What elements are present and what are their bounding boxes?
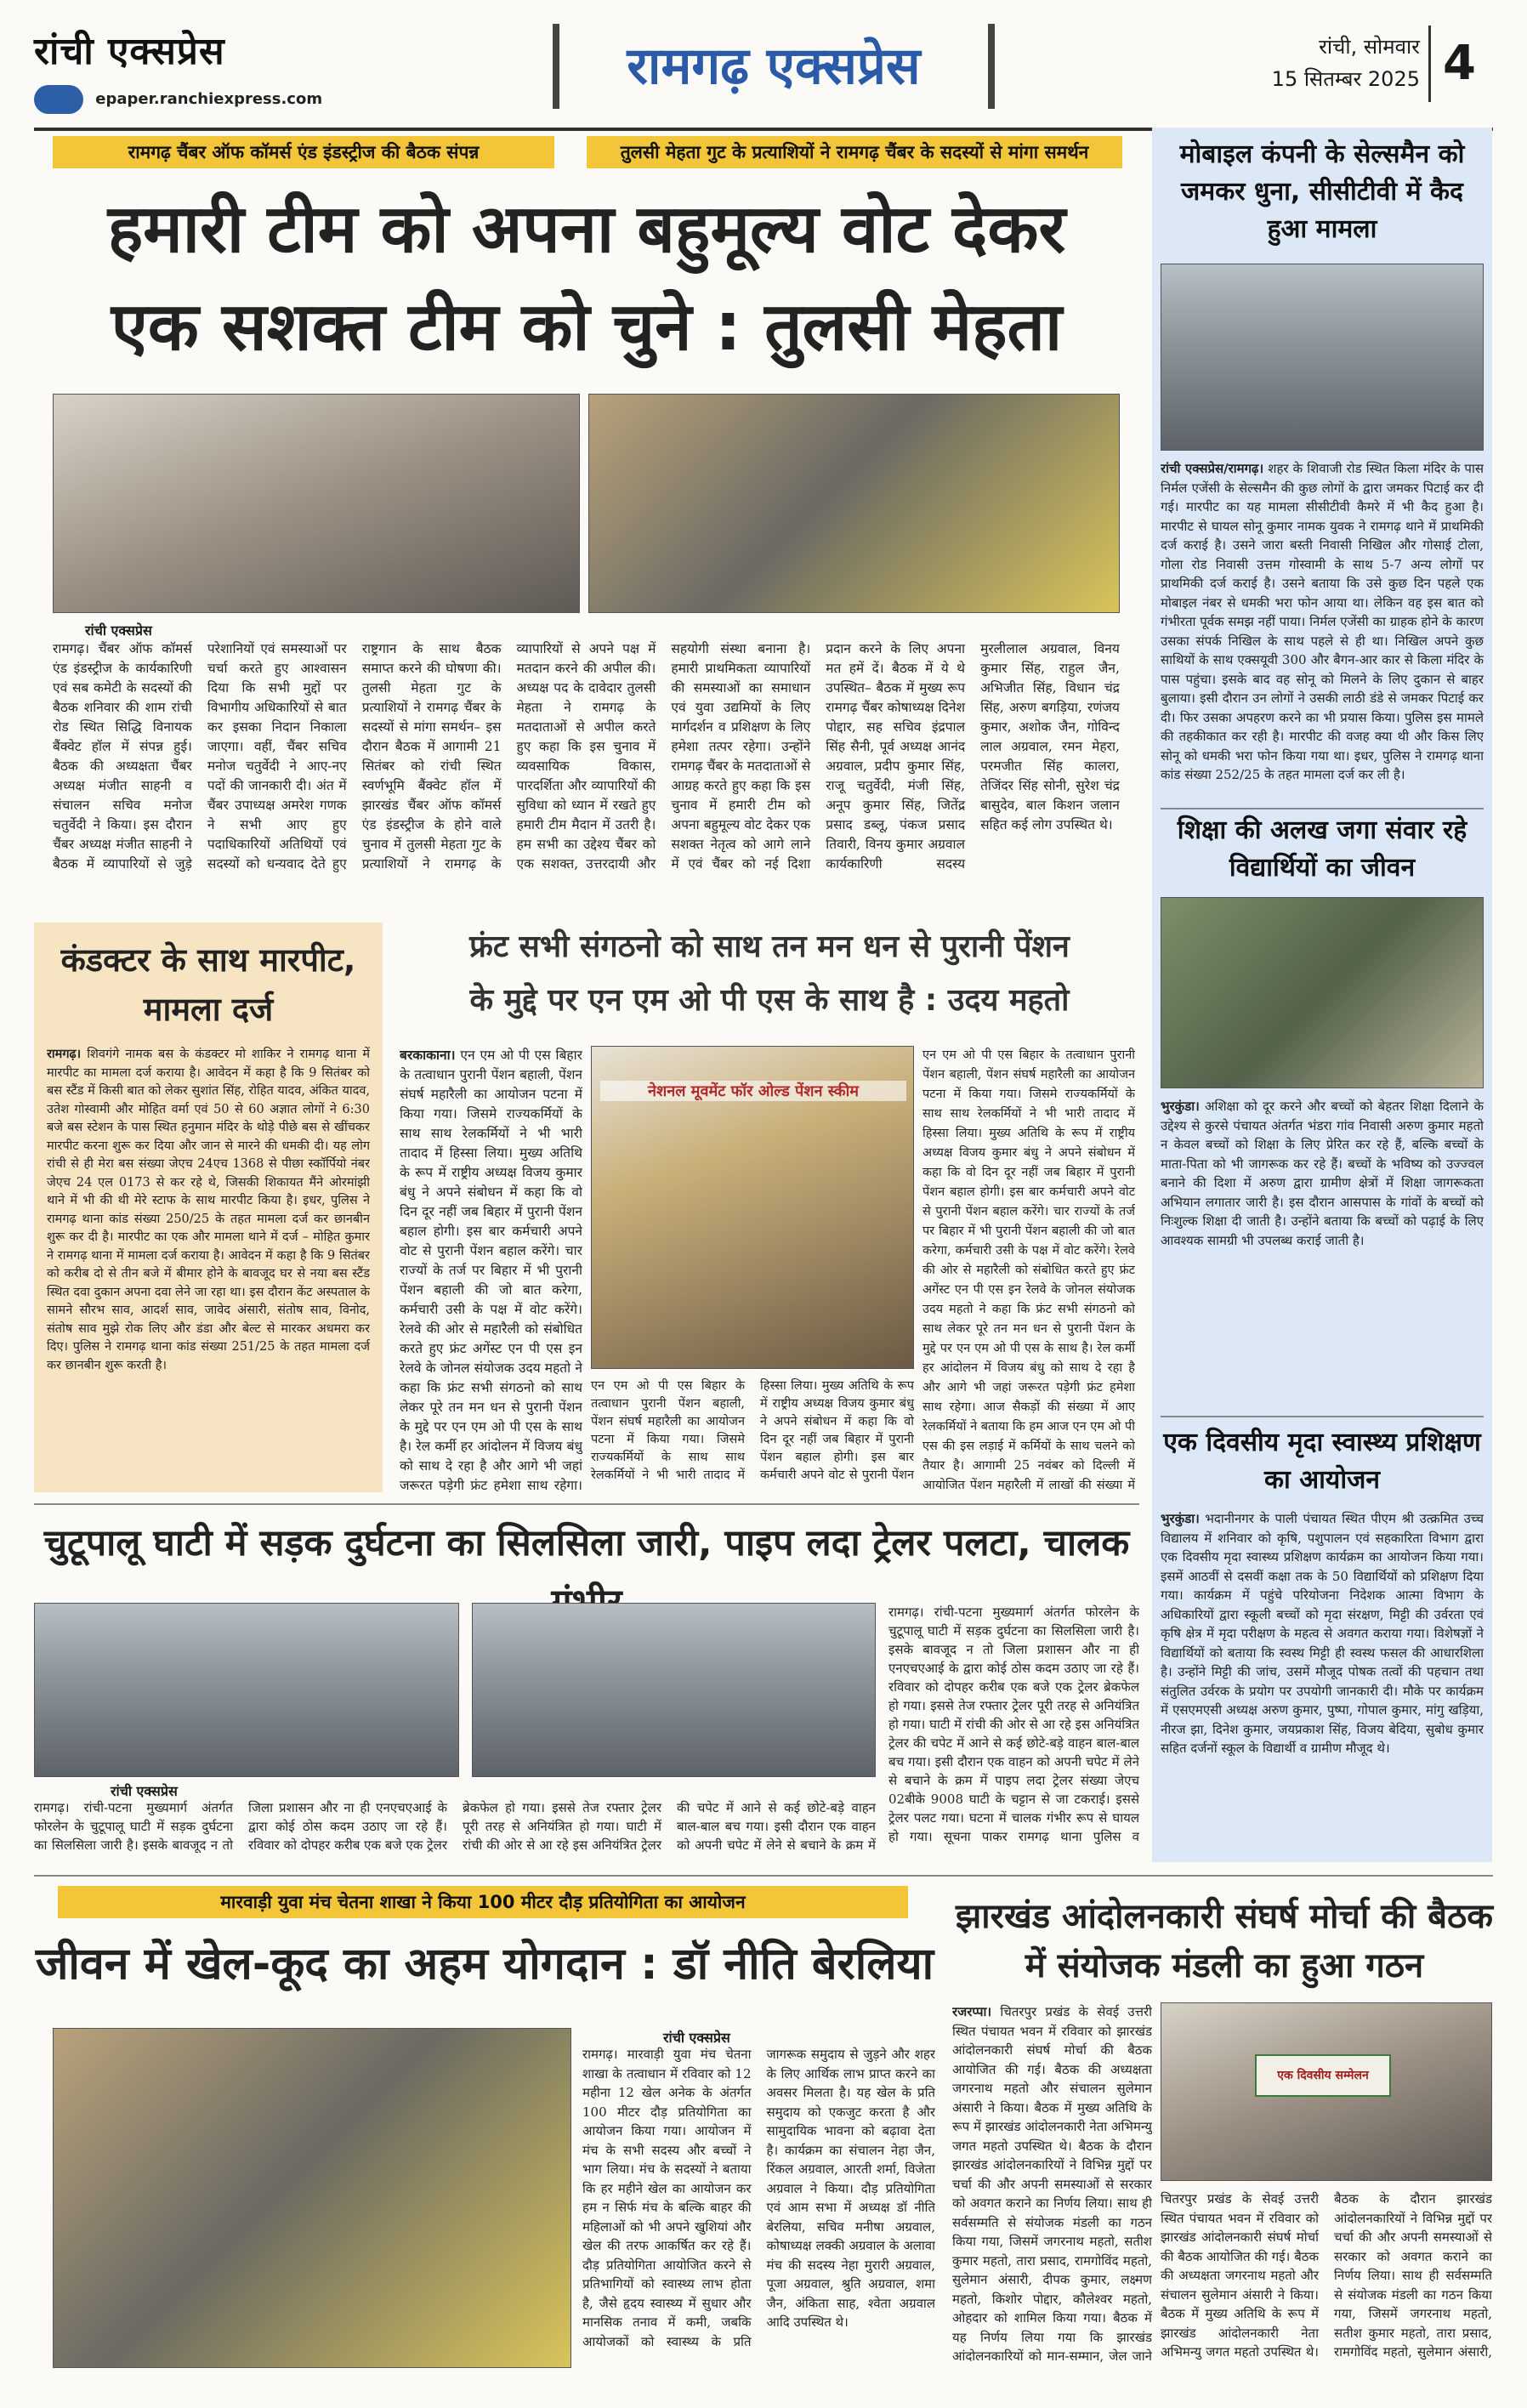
accident-photo-traffic (472, 1603, 876, 1777)
sidebar-story3-headline: एक दिवसीय मृदा स्वास्थ्य प्रशिक्षण का आयोजन (1163, 1428, 1481, 1495)
lead-kicker-left: रामगढ़ चैंबर ऑफ कॉमर्स एंड इंडस्ट्रीज की बैठक संपन्न (53, 136, 554, 168)
pension-body-col2: एन एम ओ पी एस बिहार के तत्वाधान पुरानी पेंशन बहाली, पेंशन संघर्ष महारैली का आयोजन पटना में किया गया। जिसमे राज्यकर्मियों के साथ साथ रेलकर्मियों ने भी भारी तादाद में हिस्सा लिया। मुख्य अतिथि के रूप में राष्ट्रीय अध्यक्ष विजय कुमार बंधु ने अपने संबोधन में कहा कि वो दिन दूर नहीं जब बिहार में पुरानी पेंशन बहाल होगी। इस बार कर्मचारी अपने वोट से पुरानी पेंशन बहाल करेंगे। चार राज्यों के तर्ज पर बिहार में भी पुरानी पेंशन बहाली की जो बात करेगा, कर्मचारी उसी के पक्ष में वोट करेंगे। रेलवे की ओर से महारैली को संबोधित करते हुए फ्रंट अगेंस्ट एन पी एस इन रेलवे के जोनल संयोजक उदय महतो ने कहा कि फ्रंट सभी संगठनो को साथ लेकर पूरे तन मन धन से पुरानी पेंशन के मुद्दे पर एन एम ओ पी एस के साथ है। रेल कर्मी हर आंदोलन में विजय बंधु को साथ दे रहा है और आगे भी जहां जरूरत पड़ेगी फ्रंट हमेशा साथ रहेगा। आज सैकड़ों की संख्या में आए रेलकर्मियों ने बताया कि हम आज एन एम ओ पी एस की इस लड़ाई में कर्मियों के साथ चलने को तैयार है। आगामी 25 नवंबर को दिल्ली में आयोजित पेंशन महारैली में लाखों की संख्या में (922, 1048, 1135, 1492)
issue-date: 15 सितम्बर 2025 (1271, 67, 1420, 91)
pension-body-col3: एन एम ओ पी एस बिहार के तत्वाधान पुरानी पेंशन बहाली, पेंशन संघर्ष महारैली का आयोजन पटना में किया गया। जिसमे राज्यकर्मियों के साथ साथ रेलकर्मियों ने भी भारी तादाद में हिस्सा लिया। मुख्य अतिथि के रूप में राष्ट्रीय अध्यक्ष विजय कुमार बंधु ने अपने संबोधन में कहा कि वो दिन दूर नहीं जब बिहार में पुरानी पेंशन बहाल होगी। इस बार कर्मचारी अपने वोट से पुरानी पेंशन (591, 1379, 914, 1482)
pension-rally-photo (591, 1046, 914, 1369)
accident-photo-trailer (34, 1603, 459, 1777)
lead-kicker-right: तुलसी मेहता गुट के प्रत्याशियों ने रामगढ़ चैंबर के सदस्यों से मांगा समर्थन (587, 136, 1122, 168)
sidebar-story2-body: भुरकुंडा। अशिक्षा को दूर करने और बच्चों को बेहतर शिक्षा दिलाने के उद्देश्य से कुरसे पंचायत अंतर्गत भंडरा गांव निवासी अरुण कुमार महतो न केवल बच्चों को शिक्षा के लिए प्रेरित कर रहे हैं, बल्कि बच्चों के माता-पिता को भी जागरूक कर रहे हैं। बच्चों के भविष्य को उज्ज्वल बनाने की दिशा में अरुण द्वारा ग्रामीण क्षेत्रों में शिक्षा जागरूकता अभियान लगातार जारी है। इस दौरान आसपास के गांवों के बच्चों को निःशुल्क शिक्षा दी जाती है। उन्होंने बताया कि बच्चों को पढ़ाई के लिए आवश्यक सामग्री भी उपलब्ध कराई जाती है। (1161, 1099, 1484, 1248)
city-day: रांची, सोमवार (1319, 35, 1420, 59)
logo-icon (34, 85, 83, 114)
accident-body: रामगढ़। रांची-पटना मुख्यमार्ग अंतर्गत फोरलेन के चुटूपालू घाटी में सड़क दुर्घटना का सिलसिला जारी है। इसके बावजूद न तो जिला प्रशासन और ना ही एनएचएआई के द्वारा कोई ठोस कदम उठाए जा रहे हैं। रविवार को दोपहर करीब एक बजे एक ट्रेलर ब्रेकफेल हो गया। इससे तेज रफ्तार ट्रेलर पूरी तरह से अनियंत्रित हो गया। घाटी में रांची की ओर से आ रहे इस अनियंत्रित ट्रेलर की चपेट में आने से कई छोटे-बड़े वाहन बाल-बाल बच गया। इसी दौरान एक वाहन को अपनी चपेट में लेने से बचाने के क्रम में (34, 1800, 876, 1853)
accident-headline: चुटूपालू घाटी में सड़क दुर्घटना का सिलसिला जारी, पाइप लदा ट्रेलर पलटा, चालक (43, 1522, 1130, 1565)
sidebar-divider-1 (1161, 808, 1484, 809)
lead-headline-2: एक सशक्त टीम को चुने : तुलसी मेहता (111, 289, 1063, 366)
lead-photo-members (588, 394, 1120, 613)
sports-dateline: रांची एक्सप्रेस (663, 2030, 730, 2046)
sidebar-story1-cctv-photo (1161, 264, 1484, 451)
sports-photo-participants (53, 2028, 571, 2368)
jharkhand-body-col2: चितरपुर प्रखंड के सेवई उत्तरी स्थित पंचायत भवन में रविवार को झारखंड आंदोलनकारी संघर्ष मोर्चा की बैठक आयोजित की गई। बैठक की अध्यक्षता जगरनाथ महतो और संचालन सुलेमान अंसारी ने किया। बैठक में मुख्य अतिथि के रूप में झारखंड आंदोलनकारी नेता अभिमन्यु जगत महतो उपस्थित थे। बैठक के दौरान झारखंड आंदोलनकारियों ने विभिन्न मुद्दों पर चर्चा की और अपनी समस्याओं से सरकार को अवगत कराने का निर्णय लिया। साथ ही सर्वसम्मति से संयोजक मंडली का गठन किया गया, जिसमें जगरनाथ महतो, सतीश कुमार महतो, तारा प्रसाद, रामगोविंद महतो, सुलेमान अंसारी, (1161, 2191, 1492, 2360)
website-link[interactable]: epaper.ranchiexpress.com (95, 90, 323, 108)
sidebar-story1-headline: मोबाइल कंपनी के सेल्समैन को जमकर धुना, सीसीटीवी में कैद हुआ मामला (1179, 139, 1465, 244)
sidebar-story1-body: रांची एक्सप्रेस/रामगढ़। शहर के शिवाजी रोड स्थित किला मंदिर के पास निर्मल एजेंसी के सेल्समैन की कुछ लोगों के द्वारा जमकर पिटाई कर दी गई। मारपीट का यह मामला सीसीटीवी कैमरे में भी कैद हुआ है। मारपीट से घायल सोनू कुमार नामक युवक ने रामगढ़ थाने में प्राथमिकी दर्ज कराई है। उसने जारा बस्ती निवासी निखिल और गोसाई टोला, गोला रोड निवासी उत्तम गोस्वामी के साथ 5-7 अन्य लोगों पर प्राथमिकी दर्ज कराई है। उसने बताया कि उसे कुछ दिन पहले एक मोबाइल नंबर से धमकी भरा फोन आया था। लेकिन वह इस बात को गंभीरता पूर्वक समझ नहीं पाया। निर्मल एजेंसी का ग्राहक होने के कारण उसका संपर्क निखिल के साथ पहले से ही था। निखिल अपने कुछ साथियों के साथ एक्सयूवी 300 और बैगन-आर कार से किला मंदिर के पास पहुंचा। इसके बाद वह सोनू को मिलने के लिए दुकान से बाहर बुलाया। इसी दौरान उन लोगों ने उसकी लाठी डंडे से जमकर पिटाई कर दी। फिर उसका अपहरण करने का भी प्रयास किया। पुलिस इस मामले की तहकीकात कर रही है। मारपीट की वजह क्या थी और किस लिए सोनू को धमकी भरा फोन किया गया था। इधर, पुलिस ने रामगढ़ थाना कांड संख्या 252/25 के तहत मामला दर्ज कर ली है। (1161, 461, 1484, 782)
sidebar-story2-headline: शिक्षा की अलख जगा संवार रहे विद्यार्थियों का जीवन (1177, 815, 1467, 883)
sidebar-story2-photo (1161, 897, 1484, 1088)
section-title: रामगढ़ एक्सप्रेस (553, 24, 995, 109)
accident-top-divider (34, 1503, 1139, 1505)
sidebar-divider-2 (1161, 1416, 1484, 1417)
sports-body: रामगढ़। मारवाड़ी युवा मंच चेतना शाखा के तत्वाधान में रविवार को 12 महीना 12 खेल अनेक के अंतर्गत 100 मीटर दौड़ प्रतियोगिता का आयोजन किया गया। आयोजन में मंच के सभी सदस्य और बच्चों ने भाग लिया। मंच के सदस्यों ने बताया कि हर महीने खेल का आयोजन कर हम न सिर्फ मंच के बल्कि बाहर की महिलाओं को भी अपने खुशियां और खेल की तरफ आकर्षित कर रहे हैं। दौड़ प्रतियोगिता आयोजित करने से प्रतिभागियों को स्वास्थ्य लाभ होता है, जैसे हृदय स्वास्थ्य में सुधार और मानसिक तनाव में कमी, जबकि आयोजकों को स्वास्थ्य के प्रति जागरूक समुदाय से जुड़ने और शहर के लिए आर्थिक लाभ प्राप्त करने का अवसर मिलता है। यह खेल के प्रति समुदाय को एकजुट करता है और सामुदायिक भावना को बढ़ावा देता है। कार्यक्रम का संचालन नेहा जैन, रिंकल अग्रवाल, आरती शर्मा, विजेता अग्रवाल ने किया। दौड़ प्रतियोगिता एवं आम सभा में अध्यक्ष डॉ नीति बेरलिया, सचिव मनीषा अग्रवाल, कोषाध्यक्ष लक्की अग्रवाल के अलावा मंच की सदस्य नेहा मुरारी अग्रवाल, पूजा अग्रवाल, श्रुति अग्रवाल, शमा जैन, अंकिता साह, श्वेता अग्रवाल आदि उपस्थित थे। (582, 2047, 935, 2349)
lead-headline-1: हमारी टीम को अपना बहुमूल्य वोट देकर (107, 191, 1066, 268)
conductor-body: रामगढ़। शिवगंगे नामक बस के कंडक्टर मो शाकिर ने रामगढ़ थाना में मारपीट का मामला दर्ज कराया है। आवेदन में कहा है कि 9 सितंबर को बस स्टैंड में किसी बात को लेकर सुशांत सिंह, रोहित यादव, अंकित यादव, उतेश गोस्वामी और मोहित वर्मा एवं 50 से 60 अज्ञात लोगों ने 6:30 बजे बस स्टेशन के पास स्थित हनुमान मंदिर के थोड़े पीछे बस से खींचकर मारपीट करना शुरू कर दिया और जान से मारने की धमकी दी। यह लोग रांची से ही मेरा बस संख्या जेएच 24एच 1368 से पीछा स्कॉर्पियो नंबर जेएच 24 एल 0173 से कर रहे थे, जिसकी शिकायत मैंने ओरमांझी थाने में भी की थी मेरे स्टाफ के साथ मारपीट किया है। इधर, पुलिस ने रामगढ़ थाना कांड संख्या 250/25 के तहत मामला दर्ज कर छानबीन शुरू कर दी है। मारपीट का एक और मामला थाने में दर्ज – मोहित कुमार ने रामगढ़ थाना में मामला दर्ज कराया है। आवेदन में कहा है कि 9 सितंबर को करीब दो से तीन बजे में बीमार होने के बावजूद घर से नया बस स्टैंड स्थित दवा दुकान अपना दवा लेने जा रहा था। इस दौरान केंट अस्पताल के सामने सौरभ साव, आदर्श साव, जावेद अंसारी, संतोष साव, विनोद, संतोष साव मुझे रोक लिए और डंडा और बेल्ट से मारकर अधमरा कर दिए। पुलिस ने रामगढ़ थाना कांड संख्या 251/25 के तहत मामला दर्ज कर छानबीन शुरू करती है। (47, 1048, 370, 1372)
sidebar-story3-body: भुरकुंडा। भदानीनगर के पाली पंचायत स्थित पीएम श्री उत्क्रमित उच्च विद्यालय में शनिवार को कृषि, पशुपालन एवं सहकारिता विभाग द्वारा एक दिवसीय मृदा स्वास्थ्य प्रशिक्षण कार्यक्रम का आयोजन किया गया। इसमें आठवीं से दसवीं कक्षा तक के 50 विद्यार्थियों को प्रशिक्षण दिया गया। कार्यक्रम में पहुंचे परियोजना निदेशक आत्मा विभाग के अधिकारियों द्वारा स्कूली बच्चों को मृदा संरक्षण, मिट्टी की उर्वरता एवं कृषि क्षेत्र में मृदा परीक्षण के महत्व से अवगत कराया गया। विशेषज्ञों ने विद्यार्थियों को बताया कि स्वस्थ मिट्टी ही स्वस्थ फसल की आधारशिला है। उन्होंने मिट्टी की जांच, उसमें मौजूद पोषक तत्वों की पहचान तथा संतुलित उर्वरक के प्रयोग पर उपयोगी जानकारी दी। मौके पर कार्यक्रम में एसएमएसी अध्यक्ष अरुण कुमार, पुष्पा, गोपाल कुमार, मांगु खड़िया, नीरज झा, दिनेश कुमार, जयप्रकाश सिंह, विजय बेदिया, सुबोध कुमार सहित दर्जनों स्कूल के विद्यार्थी व ग्रामीण मौजूद थे। (1161, 1511, 1484, 1756)
jharkhand-photo-banner: एक दिवसीय सम्मेलन (1255, 2054, 1391, 2097)
jharkhand-photo-meeting (1161, 2002, 1492, 2181)
sports-headline: जीवन में खेल-कूद का अहम योगदान : डॉ नीति बेरलिया (35, 1939, 934, 1990)
conductor-headline: कंडक्टर के साथ मारपीट, मामला दर्ज (60, 941, 356, 1028)
pension-headline-2: के मुद्दे पर एन एम ओ पी एस के साथ है : उदय महतो (469, 983, 1070, 1018)
accident-dateline: रांची एक्सप्रेस (111, 1783, 178, 1799)
bottom-section-divider (34, 1875, 1493, 1877)
lead-body: रामगढ़। चैंबर ऑफ कॉमर्स एंड इंडस्ट्रीज के कार्यकारिणी एवं सब कमेटी के सदस्यों की बैठक शनिवार की शाम रांची रोड स्थित सिद्धि विनायक बैंक्वेट हॉल में संपन्न हुई। बैठक की अध्यक्षता चैंबर अध्यक्ष मंजीत साहनी व संचालन सचिव मनोज चतुर्वेदी ने किया। इस दौरान चैंबर अध्यक्ष मंजीत साहनी ने बैठक में व्यापारियों से जुड़े परेशानियों एवं समस्याओं पर चर्चा करते हुए आश्वासन दिया कि सभी मुद्दों पर विभागीय अधिकारियों से बात कर इसका निदान निकाला जाएगा। वहीं, चैंबर सचिव मनोज चतुर्वेदी ने आए-नए पदों की जानकारी दी। अंत में चैंबर उपाध्यक्ष अमरेश गणक ने सभी आए हुए पदाधिकारियों अतिथियों एवं सदस्यों को धन्यवाद देते हुए राष्ट्रगान के साथ बैठक समाप्त करने की घोषणा की। तुलसी मेहता गुट के प्रत्याशियों ने रामगढ़ चैंबर के सदस्यों से मांगा समर्थन– इस दौरान बैठक में आगामी 21 सितंबर को रांची स्थित स्वर्णभूमि बैंक्वेट हॉल में झारखंड चैंबर ऑफ कॉमर्स एंड इंडस्ट्रीज के होने वाले चुनाव में तुलसी मेहता गुट के प्रत्याशियों ने रामगढ़ के व्यापारियों से अपने पक्ष में मतदान करने की अपील की। अध्यक्ष पद के दावेदार तुलसी मेहता ने रामगढ़ के मतदाताओं से अपील करते हुए कहा कि इस चुनाव में व्यवसायिक विकास, पारदर्शिता और व्यापारियों की सुविधा को ध्यान में रखते हुए हमारी टीम मैदान में उतरी है। हम सभी का उद्देश्य चैंबर को एक सशक्त, उत्तरदायी और सहयोगी संस्था बनाना है। हमारी प्राथमिकता व्यापारियों की समस्याओं का समाधान एवं युवा उद्यमियों के लिए मार्गदर्शन व प्रशिक्षण के लिए हमेशा तत्पर रहेगा। उन्होंने रामगढ़ चैंबर के मतदाताओं से आग्रह करते हुए कहा कि इस चुनाव में हमारी टीम को अपना बहुमूल्य वोट देकर एक सशक्त नेतृत्व को आगे लाने में एवं चैंबर को नई दिशा प्रदान करने के लिए अपना मत हमें दें। बैठक में ये थे उपस्थित– बैठक में मुख्य रूप रामगढ़ चैंबर कोषाध्यक्ष दिनेश पोद्दार, सह सचिव इंद्रपाल सिंह सैनी, पूर्व अध्यक्ष आनंद अग्रवाल, प्रदीप कुमार सिंह, राजू चतुर्वेदी, मंजी सिंह, अनूप कुमार सिंह, जितेंद्र प्रसाद डब्लू, पंकज प्रसाद तिवारी, विनय कुमार अग्रवाल कार्यकारिणी सदस्य मुरलीलाल अग्रवाल, विनय कुमार सिंह, राहुल जैन, अभिजीत सिंह, विधान चंद्र सिंह, अरुण बगड़िया, रणंजय कुमार, अशोक जैन, गोविन्द लाल अग्रवाल, रमन मेहरा, परमजीत सिंह कालरा, तेजिंदर सिंह सोनी, सुरेश चंद्र बासुदेव, बाल किशन जलान सहित कई लोग उपस्थित थे। (53, 641, 1120, 872)
pension-body-col1: बरकाकाना। एन एम ओ पी एस बिहार के तत्वाधान पुरानी पेंशन बहाली, पेंशन संघर्ष महारैली का आयोजन पटना में किया गया। जिसमे राज्यकर्मियों के साथ साथ रेलकर्मियों ने भी भारी तादाद में हिस्सा लिया। मुख्य अतिथि के रूप में राष्ट्रीय अध्यक्ष विजय कुमार बंधु ने अपने संबोधन में कहा कि वो दिन दूर नहीं जब बिहार में पुरानी पेंशन बहाल होगी। इस बार कर्मचारी अपने वोट से पुरानी पेंशन बहाल करेंगे। चार राज्यों के तर्ज पर बिहार में भी पुरानी पेंशन बहाली की जो बात करेगा, कर्मचारी उसी के पक्ष में वोट करेंगे। रेलवे की ओर से महारैली को संबोधित करते हुए फ्रंट अगेंस्ट एन पी एस इन रेलवे के जोनल संयोजक उदय महतो ने कहा कि फ्रंट सभी संगठनो को साथ लेकर पूरे तन मन धन से पुरानी पेंशन के मुद्दे पर एन एम ओ पी एस के साथ है। रेल कर्मी हर आंदोलन में विजय बंधु को साथ दे रहा है और आगे भी जहां जरूरत पड़ेगी फ्रंट हमेशा साथ रहेगा। (400, 1048, 582, 1493)
accident-body-side: रामगढ़। रांची-पटना मुख्यमार्ग अंतर्गत फोरलेन के चुटूपालू घाटी में सड़क दुर्घटना का सिलसिला जारी है। इसके बावजूद न तो जिला प्रशासन और ना ही एनएचएआई के द्वारा कोई ठोस कदम उठाए जा रहे हैं। रविवार को दोपहर करीब एक बजे एक ट्रेलर ब्रेकफेल हो गया। इससे तेज रफ्तार ट्रेलर पूरी तरह से अनियंत्रित हो गया। घाटी में रांची की ओर से आ रहे इस अनियंत्रित ट्रेलर की चपेट में आने से कई छोटे-बड़े वाहन बाल-बाल बच गया। इसी दौरान एक वाहन को अपनी चपेट में लेने से बचाने के क्रम में पाइप लदा ट्रेलर संख्या जेएच 02बीके 9008 घाटी के चट्टान से जा टकराई। इससे ट्रेलर पलट गया। घटना में चालक गंभीर रूप से घायल हो गया। सूचना पाकर रामगढ़ थाना पुलिस व (888, 1604, 1139, 1844)
masthead-logo (34, 24, 391, 117)
sports-kicker: मारवाड़ी युवा मंच चेतना शाखा ने किया 100 मीटर दौड़ प्रतियोगिता का आयोजन (58, 1886, 908, 1918)
dateline-block (1224, 31, 1420, 95)
pension-headline-1: फ्रंट सभी संगठनो को साथ तन मन धन से पुरानी पेंशन (469, 929, 1070, 964)
pension-photo-banner: नेशनल मूवमेंट फॉर ओल्ड पेंशन स्कीम (600, 1081, 906, 1101)
lead-photo-meeting-hall (53, 394, 580, 613)
paper-name: रांची एक्सप्रेस (34, 30, 225, 73)
lead-dateline: रांची एक्सप्रेस (85, 622, 152, 639)
jharkhand-headline: झारखंड आंदोलनकारी संघर्ष मोर्चा की बैठक में संयोजक मंडली का हुआ गठन (955, 1897, 1494, 1985)
page-number: 4 (1428, 26, 1488, 102)
jharkhand-body-col1: रजरप्पा। चितरपुर प्रखंड के सेवई उत्तरी स्थित पंचायत भवन में रविवार को झारखंड आंदोलनकारी संघर्ष मोर्चा की बैठक आयोजित की गई। बैठक की अध्यक्षता जगरनाथ महतो और संचालन सुलेमान अंसारी ने किया। बैठक में मुख्य अतिथि के रूप में झारखंड आंदोलनकारी नेता अभिमन्यु जगत महतो उपस्थित थे। बैठक के दौरान झारखंड आंदोलनकारियों ने विभिन्न मुद्दों पर चर्चा की और अपनी समस्याओं से सरकार को अवगत कराने का निर्णय लिया। साथ ही सर्वसम्मति से संयोजक मंडली का गठन किया गया, जिसमें जगरनाथ महतो, सतीश कुमार महतो, तारा प्रसाद, रामगोविंद महतो, सुलेमान अंसारी, दीपक कुमार, लक्ष्मण महतो, किशोर पोद्दार, कौलेश्वर महतो, ओहदार को शामिल किया गया। बैठक में यह निर्णय लिया गया कि झारखंड आंदोलनकारियों को मान-सम्मान, जेल जाने (952, 2004, 1152, 2364)
